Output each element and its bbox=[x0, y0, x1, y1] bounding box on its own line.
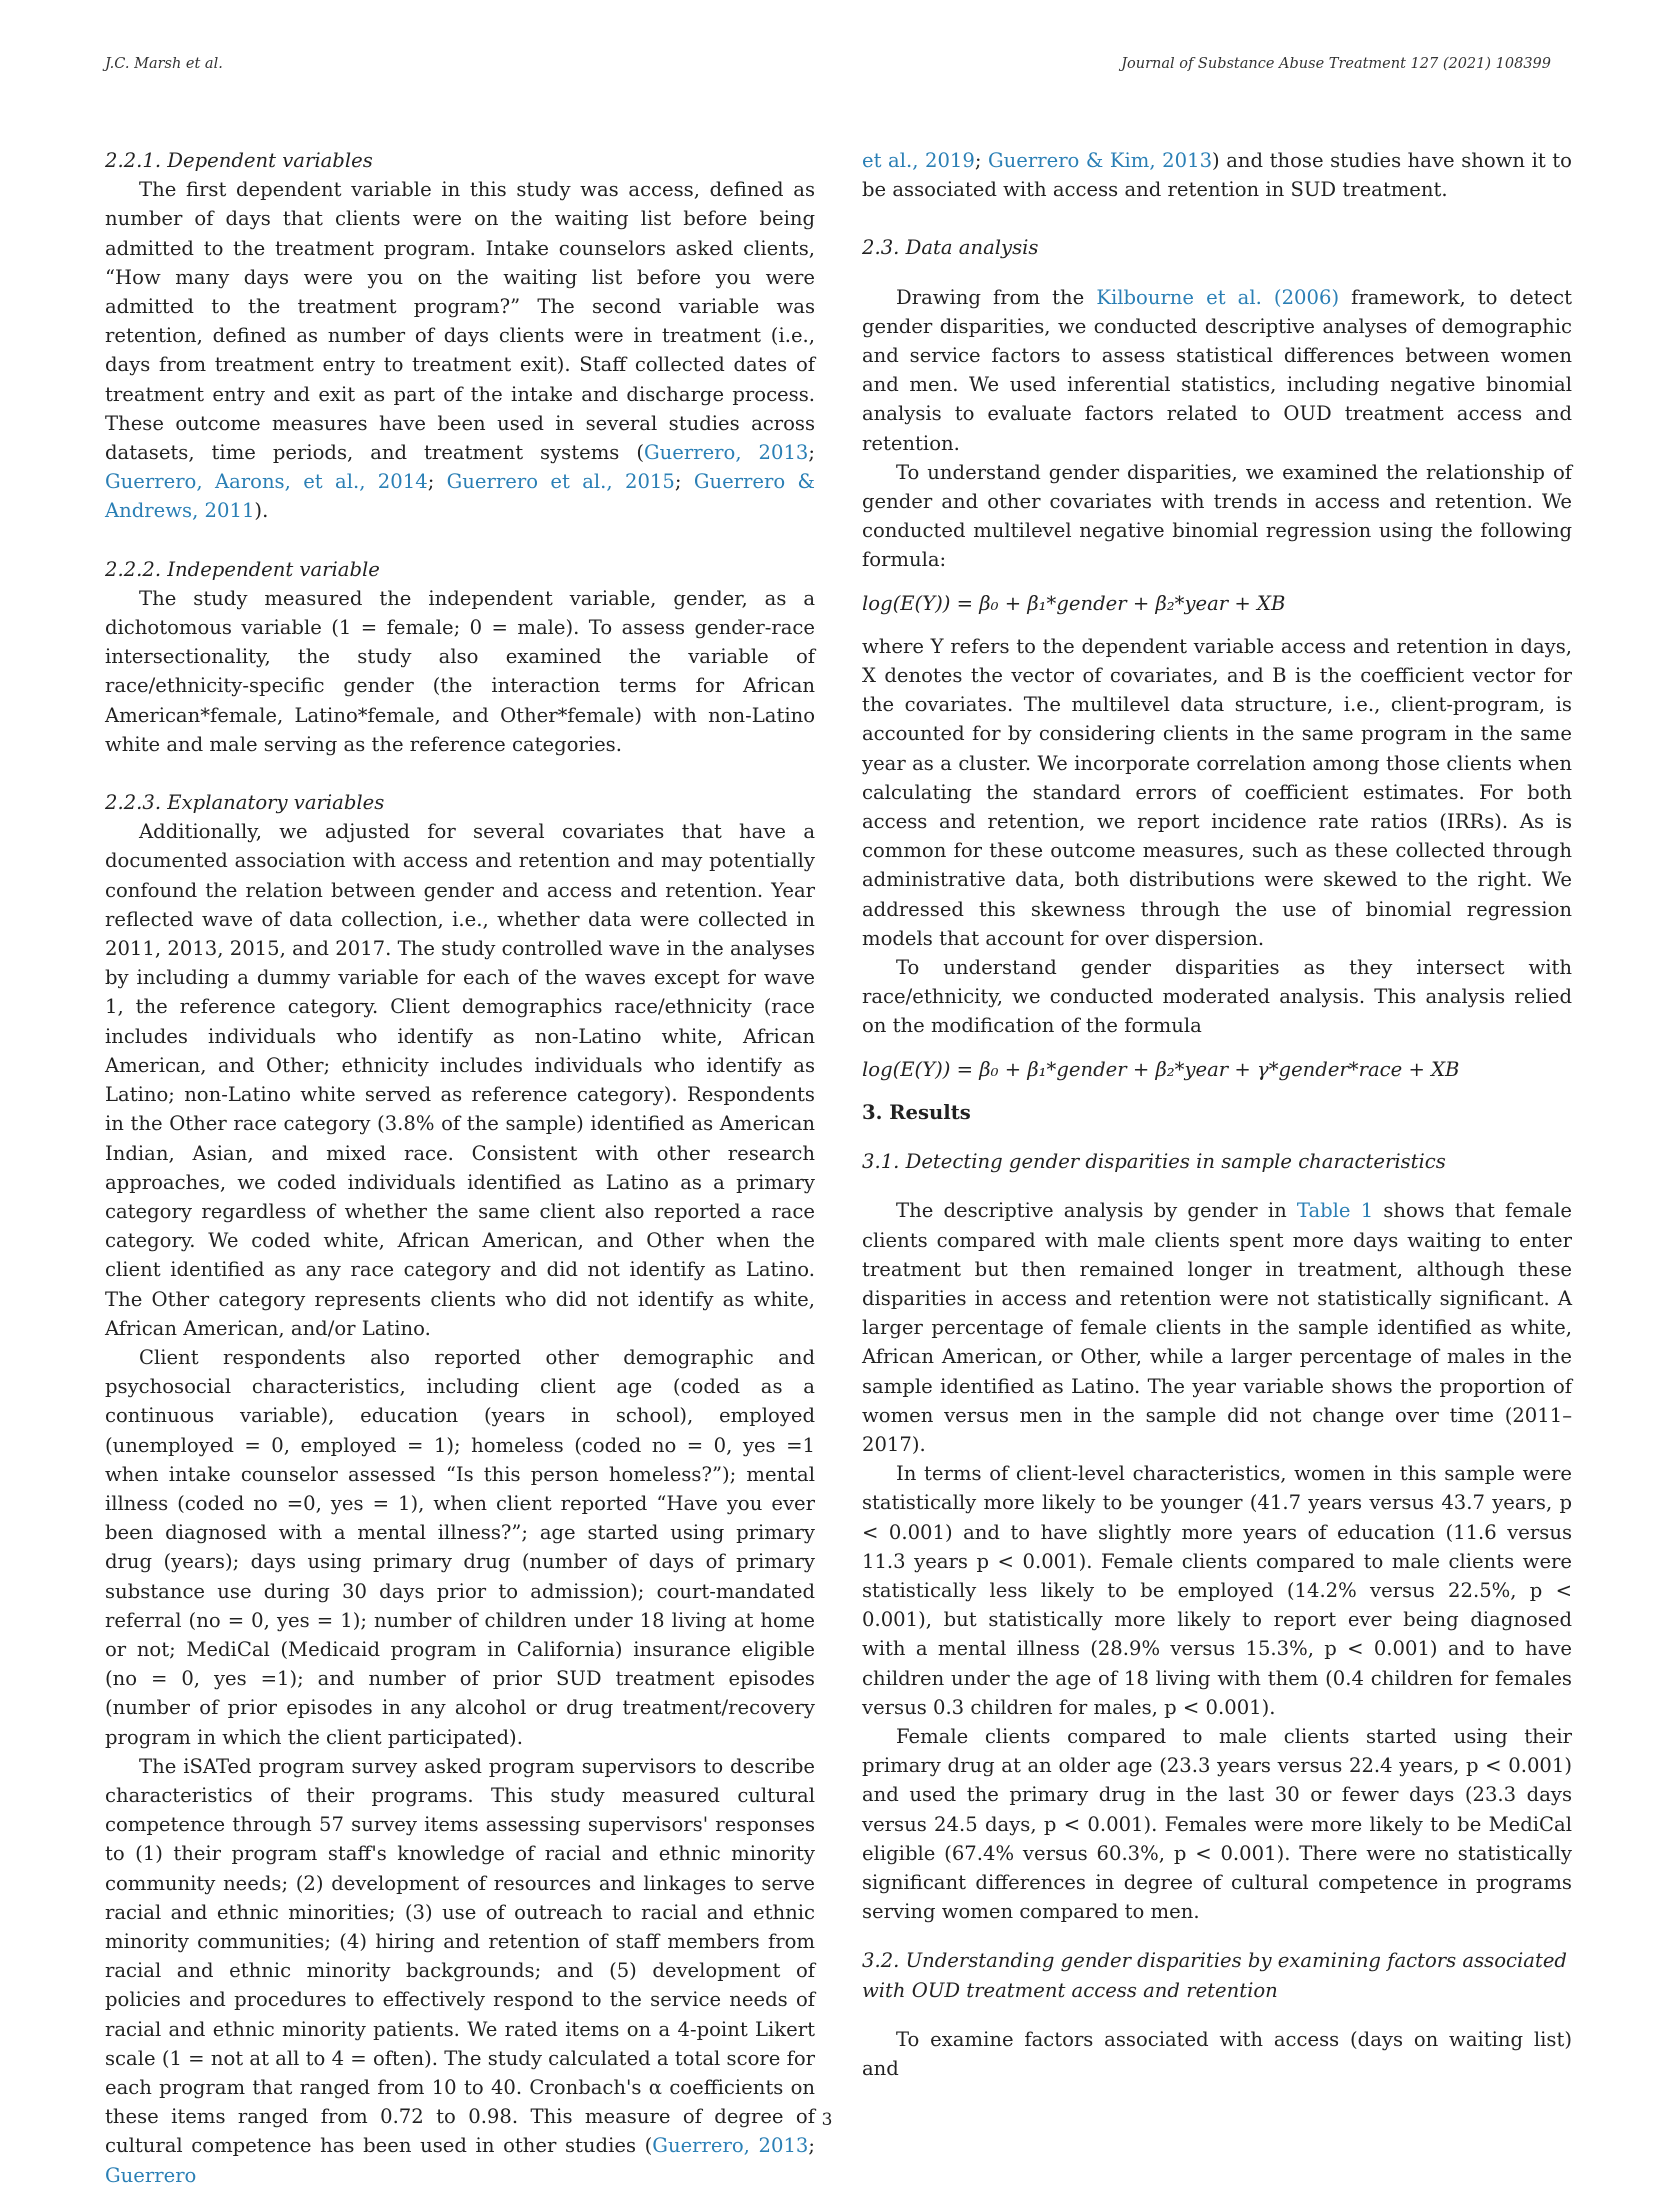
heading-detecting-disparities: 3.1. Detecting gender disparities in sample characteristics bbox=[862, 1150, 1446, 1174]
citation-link[interactable]: Guerrero & Andrews, 2011 bbox=[105, 470, 815, 523]
paragraph-continued: et al., 2019; Guerrero & Kim, 2013) and those studies have shown it to be associated with access and retention in SUD treatment. bbox=[862, 149, 1572, 202]
paragraph-descriptive-analysis: The descriptive analysis by gender in Table 1 shows that female clients compared with male clients spent more days waiting to enter treatment but then remained longer in treatment, although these disparities in access and retention were not statistically significant. A larger percentage of female clients in the sample identified as white, African American, or Other, while a larger percentage of males in the sample identified as Latino. The year variable shows the proportion of women versus men in the sample did not change over time (2011–2017). bbox=[862, 1199, 1572, 1456]
paragraph-explanatory-covariates: Additionally, we adjusted for several covariates that have a documented association with access and retention and may potentially confound the relation between gender and access and retention. Year reflected wave of data collection, i.e., whether data were collected in 2011, 2013, 2015, and 2017. The study controlled wave in the analyses by including a dummy variable for each of the waves except for wave 1, the reference category. Client demographics race/ethnicity (race includes individuals who identify as non-Latino white, African American, and Other; ethnicity includes individuals who identify as Latino; non-Latino white served as reference category). Respondents in the Other race category (3.8% of the sample) identified as American Indian, Asian, and mixed race. Consistent with other research approaches, we coded individuals identified as Latino as a primary category regardless of whether the same client also reported a race category. We coded white, African American, and Other when the client identified as any race category and did not identify as Latino. The Other category represents clients who did not identify as white, African American, and/or Latino. bbox=[105, 820, 815, 1340]
citation-link[interactable]: Guerrero bbox=[105, 2163, 197, 2187]
left-column bbox=[105, 146, 815, 2190]
table-link[interactable]: Table 1 bbox=[1296, 1199, 1374, 1223]
citation-link[interactable]: Guerrero, Aarons, et al., 2014 bbox=[105, 470, 428, 494]
heading-understanding-disparities: 3.2. Understanding gender disparities by examining factors associated with OUD treatment access and retention bbox=[862, 1949, 1567, 2002]
citation-link[interactable]: Guerrero, 2013 bbox=[643, 441, 809, 465]
page-number: 3 bbox=[821, 2110, 833, 2130]
right-column bbox=[862, 146, 1572, 2083]
paragraph-program-survey: The iSATed program survey asked program supervisors to describe characteristics of their programs. This study measured cultural competence through 57 survey items assessing supervisors' responses to (1) their program staff's knowledge of racial and ethnic minority community needs; (2) development of resources and linkages to serve racial and ethnic minorities; (3) use of outreach to racial and ethnic minority communities; (4) hiring and retention of staff members from racial and ethnic minority backgrounds; and (5) development of policies and procedures to effectively respond to the service needs of racial and ethnic minority patients. We rated items on a 4-point Likert scale (1 = not at all to 4 = often). The study calculated a total score for each program that ranged from 10 to 40. Cronbach's α coefficients on these items ranged from 0.72 to 0.98. This measure of degree of cultural competence has been used in other studies (Guerrero, 2013; Guerrero bbox=[105, 1754, 816, 2187]
paragraph-independent-variable: The study measured the independent variable, gender, as a dichotomous variable (1 = female; 0 = male). To assess gender-race intersectionality, the study also examined the variable of race/ethnicity-specific gender (the interaction terms for African American*female, Latino*female, and Other*female) with non-Latino white and male serving as the reference categories. bbox=[105, 586, 815, 756]
citation-link[interactable]: Kilbourne et al. (2006) bbox=[1096, 285, 1340, 309]
paragraph-examine-factors: To examine factors associated with access (days on waiting list) and bbox=[862, 2027, 1572, 2080]
paragraph-detect-disparities: Drawing from the Kilbourne et al. (2006) framework, to detect gender disparities, we conducted descriptive analyses of demographic and service factors to assess statistical differences between women and men. We used inferential statistics, including negative binomial analysis to evaluate factors related to OUD treatment access and retention. bbox=[862, 285, 1572, 455]
paragraph-equation-explanation: where Y refers to the dependent variable access and retention in days, X denotes the vector of covariates, and B is the coefficient vector for the covariates. The multilevel data structure, i.e., client-program, is accounted for by considering clients in the same program in the same year as a cluster. We incorporate correlation among those clients when calculating the standard errors of coefficient estimates. For both access and retention, we report incidence rate ratios (IRRs). As is common for these outcome measures, such as these collected through administrative data, both distributions were skewed to the right. We addressed this skewness through the use of binomial regression models that account for over dispersion. bbox=[862, 634, 1572, 950]
citation-link[interactable]: Guerrero et al., 2015 bbox=[446, 470, 675, 494]
equation-moderated: log(E(Y)) = β₀ + β₁*gender + β₂*year + γ*gender*race + XB bbox=[862, 1057, 1460, 1081]
heading-dependent-variables: 2.2.1. Dependent variables bbox=[105, 149, 373, 172]
running-header-journal: Journal of Substance Abuse Treatment 127 (2021) 108399 bbox=[1121, 56, 1551, 72]
running-header-authors: J.C. Marsh et al. bbox=[105, 56, 223, 72]
citation-link[interactable]: Guerrero & Kim, 2013 bbox=[988, 149, 1213, 172]
heading-data-analysis: 2.3. Data analysis bbox=[862, 236, 1039, 260]
paragraph-client-characteristics: Client respondents also reported other demographic and psychosocial characteristics, including client age (coded as a continuous variable), education (years in school), employed (unemployed = 0, employed = 1); homeless (coded no = 0, yes =1 when intake counselor assessed “Is this person homeless?”); mental illness (coded no =0, yes = 1), when client reported “Have you ever been diagnosed with a mental illness?”; age started using primary drug (years); days using primary drug (number of days of primary substance use during 30 days prior to admission); court-mandated referral (no = 0, yes = 1); number of children under 18 living at home or not; MediCal (Medicaid program in California) insurance eligible (no = 0, yes =1); and number of prior SUD treatment episodes (number of prior episodes in any alcohol or drug treatment/recovery program in which the client participated). bbox=[105, 1345, 815, 1749]
paragraph-understand-disparities: To understand gender disparities, we examined the relationship of gender and other covariates with trends in access and retention. We conducted multilevel negative binomial regression using the following formula: bbox=[862, 460, 1572, 572]
paragraph-dependent-variables: The first dependent variable in this study was access, defined as number of days that clients were on the waiting list before being admitted to the treatment program. Intake counselors asked clients, “How many days were you on the waiting list before you were admitted to the treatment program?” The second variable was retention, defined as number of days clients were in treatment (i.e., days from treatment entry to treatment exit). Staff collected dates of treatment entry and exit as part of the intake and discharge process. These outcome measures have been used in several studies across datasets, time periods, and treatment systems (Guerrero, 2013; Guerrero, Aarons, et al., 2014; Guerrero et al., 2015; Guerrero & Andrews, 2011). bbox=[105, 178, 816, 523]
paragraph-moderated-analysis: To understand gender disparities as they intersect with race/ethnicity, we conducted moderated analysis. This analysis relied on the modification of the formula bbox=[862, 956, 1572, 1038]
heading-independent-variable: 2.2.2. Independent variable bbox=[105, 557, 380, 581]
paragraph-primary-drug: Female clients compared to male clients started using their primary drug at an older age (23.3 years versus 22.4 years, p < 0.001) and used the primary drug in the last 30 or fewer days (23.3 days versus 24.5 days, p < 0.001). Females were more likely to be MediCal eligible (67.4% versus 60.3%, p < 0.001). There were no statistically significant differences in degree of cultural competence in programs serving women compared to men. bbox=[862, 1724, 1572, 1924]
equation-regression: log(E(Y)) = β₀ + β₁*gender + β₂*year + XB bbox=[862, 591, 1286, 615]
heading-results: 3. Results bbox=[862, 1100, 971, 1124]
paragraph-client-level: In terms of client-level characteristics, women in this sample were statistically more likely to be younger (41.7 years versus 43.7 years, p < 0.001) and to have slightly more years of education (11.6 versus 11.3 years p < 0.001). Female clients compared to male clients were statistically less likely to be employed (14.2% versus 22.5%, p < 0.001), but statistically more likely to report ever being diagnosed with a mental illness (28.9% versus 15.3%, p < 0.001) and to have children under the age of 18 living with them (0.4 children for females versus 0.3 children for males, p < 0.001). bbox=[862, 1462, 1572, 1719]
citation-link[interactable]: Guerrero, 2013 bbox=[652, 2134, 809, 2158]
heading-explanatory-variables: 2.2.3. Explanatory variables bbox=[105, 791, 385, 815]
citation-link[interactable]: et al., 2019 bbox=[862, 149, 975, 172]
